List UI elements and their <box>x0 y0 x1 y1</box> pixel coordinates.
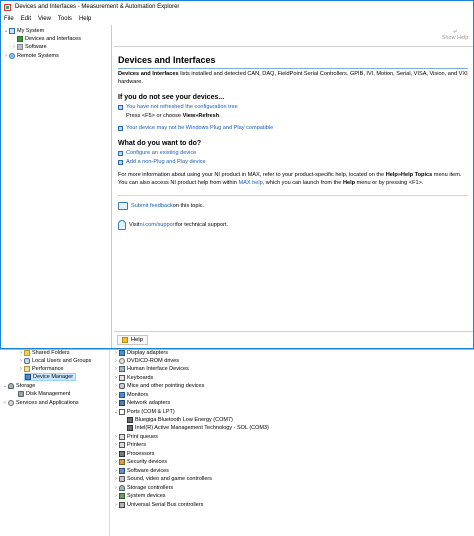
section-heading-missing-devices: If you do not see your devices... <box>118 94 225 101</box>
port-icon <box>119 409 125 415</box>
chevron-down-icon[interactable]: ⌄ <box>113 409 119 415</box>
chevron-right-icon[interactable]: › <box>115 434 117 440</box>
help-tab-label: Help <box>131 337 143 343</box>
tree-item-label: Storage <box>16 383 36 389</box>
expand-icon <box>118 126 123 131</box>
chevron-right-icon[interactable]: › <box>115 392 117 398</box>
chevron-right-icon[interactable]: › <box>115 502 117 508</box>
device-category[interactable] <box>113 458 167 466</box>
link-pnp[interactable]: Your device may not be Windows Plug and Play compatible <box>126 125 274 131</box>
app-icon <box>4 4 11 11</box>
help-more-info <box>118 172 468 187</box>
menu-edit[interactable]: Edit <box>20 16 32 22</box>
tree-item-disk-management[interactable] <box>18 390 70 398</box>
refresh-text: Press <F5> or choose <box>126 113 183 119</box>
chevron-right-icon[interactable]: › <box>115 442 117 448</box>
device-category-label: Storage controllers <box>127 485 174 491</box>
performance-icon <box>24 366 30 372</box>
keyboard-icon <box>119 375 125 381</box>
tree-item-label: Local Users and Groups <box>32 358 92 364</box>
help-panel <box>114 25 473 348</box>
device-category-label: Processors <box>127 451 155 457</box>
more-text: menu or by pressing <F1>. <box>355 179 424 186</box>
help-intro-bold: Devices and Interfaces <box>118 71 179 77</box>
chevron-right-icon[interactable]: › <box>115 476 117 482</box>
tree-item-remote-systems[interactable] <box>3 52 59 60</box>
device-item[interactable] <box>127 416 233 424</box>
help-toggle-icon: ⤶ <box>453 28 457 35</box>
window-title: Devices and Interfaces - Measurement & Automation Explorer <box>15 4 180 10</box>
device-category[interactable] <box>113 382 204 390</box>
device-category-label: Network adapters <box>127 400 171 406</box>
system-device-icon <box>119 493 125 499</box>
menu-bar <box>1 14 473 24</box>
tree-item-devices-and-interfaces[interactable] <box>11 35 81 43</box>
title-bar <box>1 1 473 13</box>
device-category-label: Software devices <box>127 468 169 474</box>
device-category[interactable] <box>113 391 148 399</box>
com-port-icon <box>127 425 133 431</box>
chevron-right-icon[interactable]: › <box>115 451 117 457</box>
refresh-instructions <box>126 113 468 120</box>
more-text: menu item. You can also access NI product help from within <box>118 172 462 186</box>
security-icon <box>119 459 125 465</box>
chevron-right-icon[interactable]: › <box>20 350 22 356</box>
tree-item-label: Shared Folders <box>32 350 70 356</box>
help-intro <box>118 71 468 86</box>
usb-icon <box>119 502 125 508</box>
device-category-label: Display adapters <box>127 350 168 356</box>
refresh-period: . <box>219 113 221 119</box>
disk-icon <box>18 391 24 397</box>
link-ni-support[interactable]: ni.com/support <box>139 222 177 228</box>
device-category[interactable] <box>113 433 158 441</box>
configuration-tree <box>1 25 112 348</box>
device-category[interactable] <box>113 349 168 357</box>
more-text: For more information about using your NI product in MAX, refer to your product-specific help, located on the <box>118 172 386 178</box>
audio-icon <box>119 476 125 482</box>
help-title: Devices and Interfaces <box>118 55 216 65</box>
chevron-right-icon[interactable]: › <box>115 459 117 465</box>
help-divider <box>118 195 468 196</box>
network-icon <box>119 400 125 406</box>
support-text: for technical support. <box>176 222 229 228</box>
com-port-icon <box>127 417 133 423</box>
device-category-label: Sound, video and game controllers <box>127 476 212 482</box>
support-icon <box>118 220 126 230</box>
chevron-right-icon[interactable]: › <box>20 358 22 364</box>
device-category-label: Mice and other pointing devices <box>127 383 205 389</box>
help-divider <box>118 68 468 69</box>
expand-icon <box>118 105 123 110</box>
chevron-right-icon[interactable]: › <box>115 375 117 381</box>
link-refresh[interactable]: You have not refreshed the configuration tree <box>126 104 238 110</box>
help-link-row <box>118 125 468 132</box>
device-manager-window <box>0 349 474 536</box>
device-item[interactable] <box>127 424 269 432</box>
support-row <box>118 220 468 230</box>
chevron-right-icon[interactable]: › <box>115 350 117 356</box>
software-icon <box>17 44 23 50</box>
device-category-label: Human Interface Devices <box>127 366 189 372</box>
services-icon <box>8 400 14 406</box>
help-link-row <box>118 150 468 157</box>
feedback-text: on this topic. <box>172 203 205 209</box>
show-help-label: Show Help <box>441 35 469 41</box>
show-help-button[interactable] <box>441 28 469 42</box>
storage-controller-icon <box>119 485 125 491</box>
device-category[interactable] <box>113 467 169 475</box>
menu-file[interactable]: File <box>4 16 14 22</box>
display-adapter-icon <box>119 350 125 356</box>
tree-item-label: Performance <box>32 366 64 372</box>
tree-item-services-and-applications[interactable] <box>2 399 79 407</box>
tree-item-label: Services and Applications <box>16 400 79 406</box>
device-category[interactable] <box>113 365 189 373</box>
link-configure-device[interactable]: Configure an existing device <box>126 150 197 156</box>
globe-icon <box>9 53 15 59</box>
menu-view[interactable]: View <box>38 16 51 22</box>
chevron-right-icon[interactable]: › <box>115 400 117 406</box>
expand-icon <box>118 151 123 156</box>
device-category[interactable] <box>113 475 212 483</box>
monitor-icon <box>119 392 125 398</box>
more-bold-help: Help <box>342 179 356 186</box>
device-tree <box>111 350 474 536</box>
device-category[interactable] <box>113 399 170 407</box>
device-category[interactable] <box>113 374 153 382</box>
device-manager-icon <box>25 374 31 380</box>
device-item-label: Intel(R) Active Management Technology - SOL (COM3) <box>135 425 269 431</box>
printer-icon <box>119 442 125 448</box>
software-device-icon <box>119 468 125 474</box>
devices-icon <box>17 36 23 42</box>
more-bold-help-topics: Help»Help Topics <box>385 172 433 178</box>
chevron-right-icon[interactable]: › <box>115 485 117 491</box>
tree-item-label: Device Manager <box>33 374 74 380</box>
storage-icon <box>8 383 14 389</box>
tree-item-label: My System <box>17 28 45 34</box>
users-icon <box>24 358 30 364</box>
help-toolbar <box>114 25 473 47</box>
chevron-right-icon[interactable]: › <box>13 44 15 50</box>
device-category[interactable] <box>113 441 146 449</box>
tree-item-my-system[interactable] <box>3 27 44 35</box>
chevron-down-icon[interactable]: ⌄ <box>3 28 9 34</box>
device-category-label: Keyboards <box>127 375 154 381</box>
feedback-row <box>118 202 468 210</box>
help-content <box>118 55 468 240</box>
link-submit-feedback[interactable]: Submit feedback <box>131 203 173 209</box>
feedback-icon <box>118 202 128 210</box>
support-text: Visit <box>129 222 140 228</box>
device-category[interactable] <box>113 501 203 509</box>
tree-item-performance[interactable] <box>18 365 64 373</box>
tree-item-label: Remote Systems <box>17 53 59 59</box>
link-max-help[interactable]: MAX help <box>238 179 263 186</box>
device-category-label: Ports (COM & LPT) <box>127 409 175 415</box>
chevron-right-icon[interactable]: › <box>20 366 22 372</box>
device-category-ports[interactable] <box>113 408 175 416</box>
chevron-right-icon[interactable]: › <box>115 468 117 474</box>
tree-item-label: Software <box>25 44 47 50</box>
link-add-device[interactable]: Add a non-Plug and Play device <box>126 159 206 165</box>
device-category-label: Printers <box>127 442 146 448</box>
tree-item-storage[interactable] <box>2 382 35 390</box>
help-link-row <box>118 104 468 111</box>
device-category[interactable] <box>113 450 155 458</box>
shared-folder-icon <box>24 350 30 356</box>
tree-item-label: Disk Management <box>26 391 71 397</box>
print-queue-icon <box>119 434 125 440</box>
expand-icon <box>118 160 123 165</box>
tree-item-software[interactable] <box>11 43 47 51</box>
chevron-right-icon[interactable]: › <box>115 358 117 364</box>
help-tab[interactable] <box>117 335 148 345</box>
device-category-label: System devices <box>127 493 166 499</box>
hid-icon <box>119 366 125 372</box>
help-icon <box>122 337 128 343</box>
menu-help[interactable]: Help <box>78 16 92 22</box>
refresh-command: View»Refresh <box>182 113 220 119</box>
mouse-icon <box>119 383 125 389</box>
tree-item-device-manager[interactable] <box>24 373 76 381</box>
help-link-row <box>118 159 468 166</box>
chevron-right-icon[interactable]: › <box>115 383 117 389</box>
tree-item-label: Devices and Interfaces <box>25 36 81 42</box>
device-category-label: Monitors <box>127 392 149 398</box>
chevron-down-icon[interactable]: ⌄ <box>2 383 8 389</box>
device-category-label: DVD/CD-ROM drives <box>127 358 179 364</box>
device-category[interactable] <box>113 357 179 365</box>
chevron-right-icon[interactable]: › <box>115 493 117 499</box>
help-intro-text: lists installed and detected CAN, DAQ, FieldPoint Serial Controllers, GPIB, IVI, Motion, Serial, VISA, Vision, and VXI hardware. <box>118 71 468 85</box>
chevron-right-icon[interactable]: › <box>5 53 7 59</box>
device-item-label: Bluegiga Bluetooth Low Energy (COM7) <box>135 417 233 423</box>
help-tab-strip <box>114 331 473 348</box>
device-category-label: Security devices <box>127 459 168 465</box>
device-category[interactable] <box>113 492 166 500</box>
device-category[interactable] <box>113 484 173 492</box>
computer-icon <box>9 28 15 34</box>
tree-item-shared-folders[interactable] <box>18 349 70 357</box>
chevron-right-icon[interactable]: › <box>115 366 117 372</box>
tree-item-local-users[interactable] <box>18 357 91 365</box>
dvd-icon <box>119 358 125 364</box>
chevron-right-icon[interactable]: › <box>4 400 6 406</box>
section-heading-what-to-do: What do you want to do? <box>118 140 202 147</box>
computer-management-tree <box>0 350 110 536</box>
device-category-label: Universal Serial Bus controllers <box>127 502 204 508</box>
more-text: , which you can launch from the <box>262 179 343 186</box>
processor-icon <box>119 451 125 457</box>
menu-tools[interactable]: Tools <box>57 16 72 22</box>
device-category-label: Print queues <box>127 434 158 440</box>
